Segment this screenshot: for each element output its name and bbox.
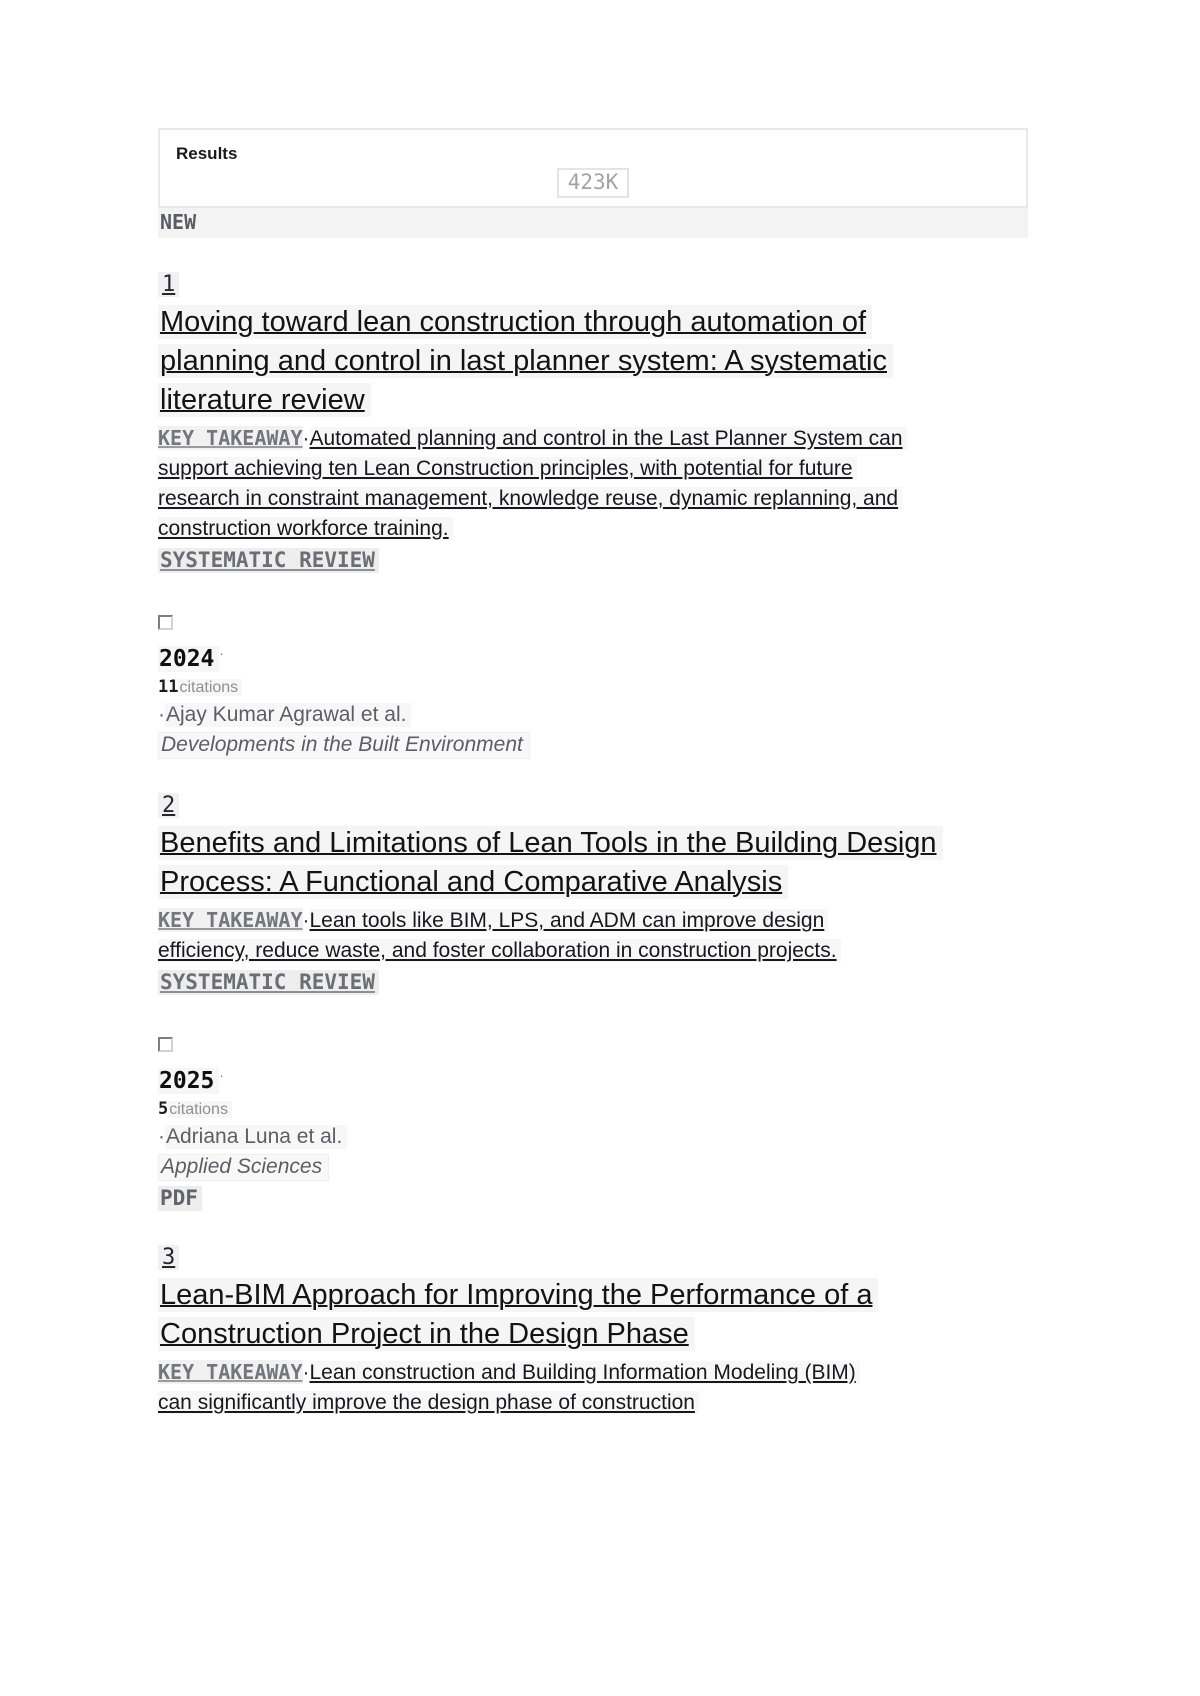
results-count-badge: 423K bbox=[557, 168, 630, 198]
publication-year: 2025 bbox=[158, 1068, 219, 1094]
citations-line bbox=[158, 677, 1028, 697]
separator-dot: · bbox=[302, 1361, 310, 1384]
journal-name: Applied Sciences bbox=[158, 1154, 329, 1181]
journal-name: Developments in the Built Environment bbox=[158, 732, 530, 759]
result-takeaway bbox=[158, 1357, 883, 1418]
result-meta bbox=[158, 1037, 1028, 1211]
result-item-2 bbox=[158, 793, 1028, 1211]
separator-dot: · bbox=[219, 1068, 224, 1083]
systematic-review-badge[interactable]: SYSTEMATIC REVIEW bbox=[158, 548, 379, 573]
systematic-review-badge[interactable]: SYSTEMATIC REVIEW bbox=[158, 970, 379, 995]
citations-count: 11 bbox=[158, 677, 179, 697]
separator-dot: · bbox=[158, 1125, 165, 1148]
pdf-line bbox=[158, 1186, 1028, 1211]
journal-line bbox=[158, 732, 1028, 759]
separator-dot: · bbox=[302, 427, 310, 450]
result-title-link[interactable]: Lean-BIM Approach for Improving the Performance of a Construction Project in the Design Phase bbox=[158, 1278, 878, 1351]
publication-year: 2024 bbox=[158, 646, 219, 672]
result-item-3 bbox=[158, 1245, 1028, 1418]
key-takeaway-label: KEY TAKEAWAY bbox=[158, 426, 303, 450]
year-line bbox=[158, 1068, 1028, 1094]
result-title-link[interactable]: Moving toward lean construction through automation of planning and control in last planner system: A systematic literature review bbox=[158, 305, 893, 417]
key-takeaway-text[interactable]: Lean construction and Building Information Modeling (BIM) can significantly improve the design phase of construction bbox=[158, 1361, 860, 1414]
key-takeaway-text[interactable]: Lean tools like BIM, LPS, and ADM can improve design efficiency, reduce waste, and foster collaboration in construction projects. bbox=[158, 909, 841, 962]
result-rank-link[interactable]: 2 bbox=[158, 793, 179, 818]
new-filter-bar[interactable] bbox=[158, 208, 1028, 238]
result-takeaway bbox=[158, 905, 848, 966]
result-item-1 bbox=[158, 272, 1028, 759]
results-title: Results bbox=[176, 144, 238, 163]
authors-link[interactable]: Adriana Luna et al. bbox=[165, 1125, 347, 1149]
badge-row bbox=[158, 544, 1028, 573]
key-takeaway-text[interactable]: Automated planning and control in the Last Planner System can support achieving ten Lean Construction principles, with potential for future research in constraint management, knowledge reuse, dynamic replanning, and construction workforce training. bbox=[158, 427, 907, 540]
result-rank-link[interactable]: 3 bbox=[158, 1245, 179, 1270]
key-takeaway-label: KEY TAKEAWAY bbox=[158, 908, 303, 932]
journal-line bbox=[158, 1154, 1028, 1181]
separator-dot: · bbox=[302, 909, 310, 932]
results-header bbox=[158, 128, 1028, 208]
citations-line bbox=[158, 1099, 1028, 1119]
result-title bbox=[158, 303, 943, 420]
citations-label: citations bbox=[168, 1101, 232, 1118]
authors-link[interactable]: Ajay Kumar Agrawal et al. bbox=[165, 703, 411, 727]
select-result-checkbox[interactable] bbox=[158, 1037, 173, 1052]
badge-row bbox=[158, 966, 1028, 995]
pdf-badge[interactable]: PDF bbox=[158, 1186, 202, 1211]
new-label: NEW bbox=[160, 210, 197, 234]
select-result-checkbox[interactable] bbox=[158, 615, 173, 630]
citations-label: citations bbox=[178, 679, 242, 696]
citations-count: 5 bbox=[158, 1099, 169, 1119]
year-line bbox=[158, 646, 1028, 672]
key-takeaway-label: KEY TAKEAWAY bbox=[158, 1360, 303, 1384]
result-title bbox=[158, 1276, 923, 1354]
result-takeaway bbox=[158, 423, 903, 544]
author-line bbox=[158, 1125, 1028, 1149]
result-meta bbox=[158, 615, 1028, 759]
separator-dot: · bbox=[158, 703, 165, 726]
result-title bbox=[158, 824, 968, 902]
results-page bbox=[158, 128, 1028, 1418]
author-line bbox=[158, 703, 1028, 727]
result-rank-link[interactable]: 1 bbox=[158, 272, 179, 297]
separator-dot: · bbox=[219, 646, 224, 661]
results-count-wrap bbox=[176, 168, 1010, 198]
result-title-link[interactable]: Benefits and Limitations of Lean Tools in the Building Design Process: A Functional and Comparative Analysis bbox=[158, 826, 943, 899]
